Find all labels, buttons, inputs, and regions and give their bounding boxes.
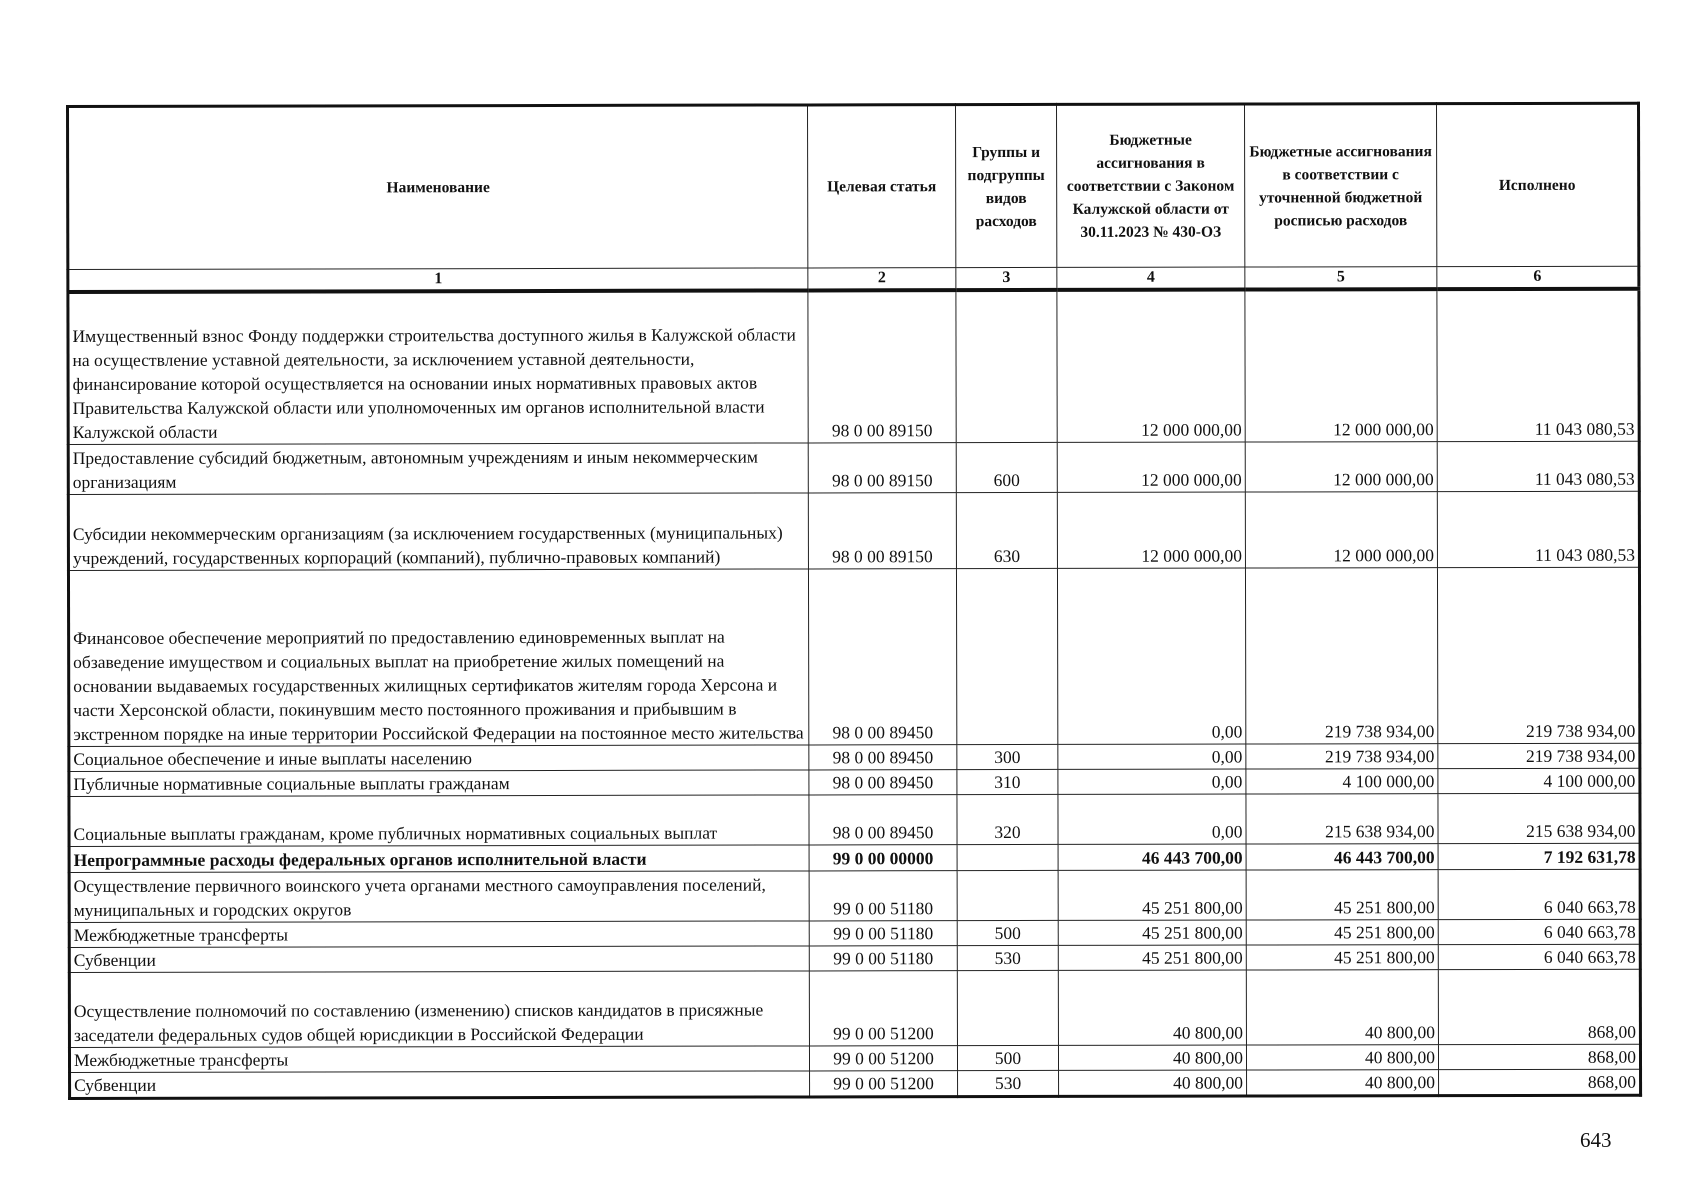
row-name: Межбюджетные трансферты: [69, 920, 809, 947]
table-row: [69, 793, 1640, 846]
row-refined: 12 000 000,00: [1245, 289, 1437, 441]
row-name: Публичные нормативные социальные выплаты гражданам: [69, 769, 809, 796]
row-code: 99 0 00 51180: [809, 920, 957, 945]
row-refined: 45 251 800,00: [1246, 919, 1438, 944]
row-name: Финансовое обеспечение мероприятий по предоставлению единовременных выплат на обзаведение имуществом и социальных выплат на приобретение жилых помещений на основании выдаваемых государственных жилищных сертификатов жителям города Херсона и части Херсонской области, покинувшим место постоянного проживания и прибывшим в экстренном порядке на иные территории Российской Федерации на постоянное место жительства: [68, 568, 808, 746]
budget-table: [66, 102, 1642, 1100]
row-name: Осуществление первичного воинского учета органами местного самоуправления поселений, муниципальных и городских округов: [69, 870, 809, 922]
row-group: 500: [957, 920, 1058, 945]
row-executed: 215 638 934,00: [1438, 793, 1640, 843]
row-name: Осуществление полномочий по составлению (изменению) списков кандидатов в присяжные заседатели федеральных судов общей юрисдикции в Российской Федерации: [69, 970, 809, 1047]
table-row-section-total: [69, 843, 1640, 872]
column-number-row: [68, 266, 1639, 292]
page-number: 643: [1580, 1128, 1612, 1152]
row-executed: 7 192 631,78: [1438, 843, 1640, 869]
row-code: 99 0 00 51200: [809, 1045, 957, 1070]
row-law: 12 000 000,00: [1057, 290, 1245, 442]
column-number: 4: [1057, 267, 1245, 290]
table-row: [69, 869, 1640, 922]
row-code: 99 0 00 51180: [809, 945, 957, 970]
row-executed: 219 738 934,00: [1437, 567, 1639, 743]
header-executed: Исполнено: [1437, 103, 1639, 266]
row-refined: 40 800,00: [1246, 969, 1438, 1044]
row-code: 98 0 00 89450: [809, 744, 957, 769]
row-group: 530: [957, 945, 1058, 970]
row-refined: 40 800,00: [1247, 1069, 1439, 1095]
header-law: Бюджетные ассигнования в соответствии с Законом Калужской области от 30.11.2023 № 430-ОЗ: [1057, 104, 1245, 267]
row-group: [957, 970, 1058, 1045]
row-name: Субвенции: [69, 945, 809, 972]
column-number: 3: [956, 267, 1057, 290]
row-refined: 45 251 800,00: [1246, 869, 1438, 919]
header-group: Группы и подгруппы видов расходов: [956, 104, 1057, 267]
row-code: 98 0 00 89450: [809, 794, 957, 844]
row-group: [956, 568, 1057, 744]
row-executed: 6 040 663,78: [1438, 944, 1640, 969]
row-name: Социальные выплаты гражданам, кроме публичных нормативных социальных выплат: [69, 794, 809, 846]
header-row: [68, 103, 1639, 269]
table-row: [69, 919, 1640, 947]
row-group: [957, 844, 1058, 870]
table-row: [69, 1044, 1640, 1072]
table-row: [68, 491, 1639, 570]
row-group: 300: [957, 744, 1058, 769]
row-code: 98 0 00 89450: [808, 568, 956, 744]
row-name: Межбюджетные трансферты: [69, 1045, 809, 1072]
table-row: [68, 289, 1639, 444]
row-refined: 4 100 000,00: [1246, 768, 1438, 793]
row-group: 630: [956, 492, 1057, 568]
table-row: [68, 441, 1639, 494]
row-code: 99 0 00 00000: [809, 844, 957, 870]
row-refined: 215 638 934,00: [1246, 793, 1438, 843]
row-group: 600: [956, 442, 1057, 492]
row-executed: 6 040 663,78: [1438, 869, 1640, 919]
row-group: 500: [957, 1045, 1058, 1070]
row-name: Социальное обеспечение и иные выплаты населению: [69, 744, 809, 771]
row-code: 98 0 00 89450: [809, 769, 957, 794]
column-number: 5: [1245, 267, 1437, 290]
row-name: Предоставление субсидий бюджетным, автономным учреждениям и иным некоммерческим организациям: [68, 442, 808, 494]
row-executed: 11 043 080,53: [1437, 491, 1639, 567]
row-law: 40 800,00: [1058, 970, 1246, 1045]
row-law: 40 800,00: [1058, 1045, 1246, 1070]
row-group: 320: [957, 794, 1058, 844]
row-law: 45 251 800,00: [1058, 870, 1246, 920]
row-executed: 11 043 080,53: [1437, 441, 1639, 491]
row-code: 99 0 00 51200: [810, 1070, 958, 1096]
row-refined: 12 000 000,00: [1245, 441, 1437, 491]
row-law: 0,00: [1058, 794, 1246, 844]
row-executed: 868,00: [1438, 1044, 1640, 1069]
row-group: [957, 870, 1058, 920]
row-code: 98 0 00 89150: [808, 492, 956, 568]
table-row: [70, 1069, 1641, 1098]
row-name: Имущественный взнос Фонду поддержки строительства доступного жилья в Калужской области на осуществление уставной деятельности, за исключением уставной деятельности, финансирование которой осуществляется на основании иных нормативных правовых актов Правительства Калужской области или уполномоченных им органов исполнительной власти Калужской области: [68, 290, 808, 444]
table-row: [68, 567, 1639, 746]
row-law: 40 800,00: [1059, 1070, 1247, 1096]
row-executed: 6 040 663,78: [1438, 919, 1640, 944]
row-code: 99 0 00 51200: [809, 970, 957, 1045]
table-row: [69, 969, 1640, 1047]
row-law: 0,00: [1058, 769, 1246, 794]
row-executed: 868,00: [1438, 969, 1640, 1044]
row-law: 46 443 700,00: [1058, 844, 1246, 870]
row-law: 45 251 800,00: [1058, 920, 1246, 945]
row-law: 0,00: [1058, 744, 1246, 769]
row-name: Субсидии некоммерческим организациям (за исключением государственных (муниципальных) учреждений, государственных корпораций (компаний), публично-правовых компаний): [68, 492, 808, 570]
header-refined: Бюджетные ассигнования в соответствии с уточненной бюджетной росписью расходов: [1245, 104, 1437, 267]
header-name: Наименование: [68, 105, 808, 270]
row-executed: 11 043 080,53: [1437, 289, 1639, 441]
column-number: 6: [1437, 266, 1639, 289]
row-refined: 219 738 934,00: [1245, 567, 1437, 743]
header-code: Целевая статья: [808, 105, 956, 268]
row-refined: 40 800,00: [1246, 1044, 1438, 1069]
row-code: 98 0 00 89150: [808, 290, 956, 442]
row-executed: 4 100 000,00: [1438, 768, 1640, 793]
row-law: 0,00: [1057, 568, 1245, 744]
row-executed: 219 738 934,00: [1438, 743, 1640, 768]
row-group: [956, 290, 1057, 442]
row-refined: 219 738 934,00: [1246, 743, 1438, 768]
table-row: [69, 944, 1640, 972]
row-law: 12 000 000,00: [1057, 492, 1245, 568]
row-name: Субвенции: [70, 1070, 810, 1098]
row-code: 98 0 00 89150: [808, 442, 956, 492]
row-law: 12 000 000,00: [1057, 442, 1245, 492]
row-group: 310: [957, 769, 1058, 794]
table-row: [69, 768, 1640, 796]
row-executed: 868,00: [1439, 1069, 1641, 1095]
row-code: 99 0 00 51180: [809, 870, 957, 920]
row-law: 45 251 800,00: [1058, 945, 1246, 970]
column-number: 1: [68, 268, 808, 292]
row-group: 530: [958, 1070, 1059, 1096]
row-refined: 46 443 700,00: [1246, 843, 1438, 869]
table-row: [69, 743, 1640, 771]
row-refined: 12 000 000,00: [1245, 491, 1437, 567]
row-name: Непрограммные расходы федеральных органов исполнительной власти: [69, 844, 809, 872]
column-number: 2: [808, 268, 956, 291]
row-refined: 45 251 800,00: [1246, 944, 1438, 969]
